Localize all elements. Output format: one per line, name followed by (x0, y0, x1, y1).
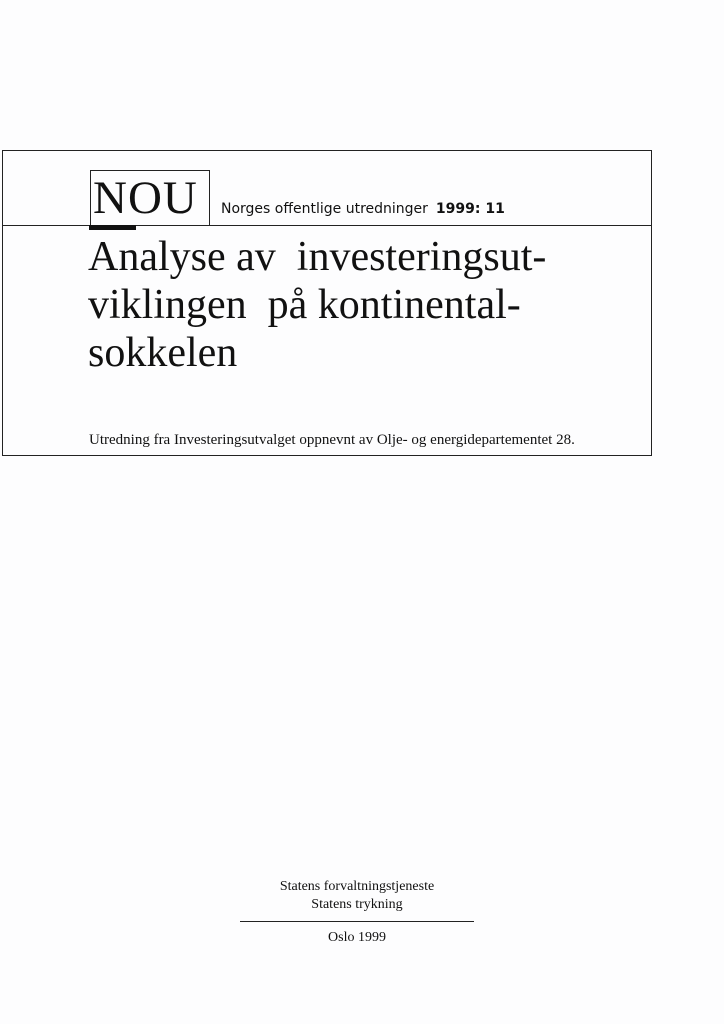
title-line: sokkelen (88, 330, 238, 376)
nou-logo-text: NOU (93, 172, 198, 224)
document-subtitle: Utredning fra Investeringsutvalget oppnevnt av Olje- og energidepartementet 28. (89, 432, 575, 448)
nou-logo-underbar (89, 225, 136, 230)
title-line: viklingen på kontinental- (88, 282, 521, 328)
title-line: Analyse av investeringsut- (88, 234, 547, 280)
publisher-name: Statens forvaltningstjeneste (279, 879, 435, 894)
series-line (221, 200, 505, 218)
series-name: Norges offentlige utredninger (221, 201, 428, 217)
series-number: 1999: 11 (435, 201, 505, 217)
publisher-printer: Statens trykning (311, 897, 403, 912)
publisher-divider (240, 921, 474, 922)
place-year: Oslo 1999 (328, 930, 386, 945)
publisher-block (240, 878, 474, 914)
document-title (88, 233, 648, 377)
nou-logo (90, 170, 210, 225)
